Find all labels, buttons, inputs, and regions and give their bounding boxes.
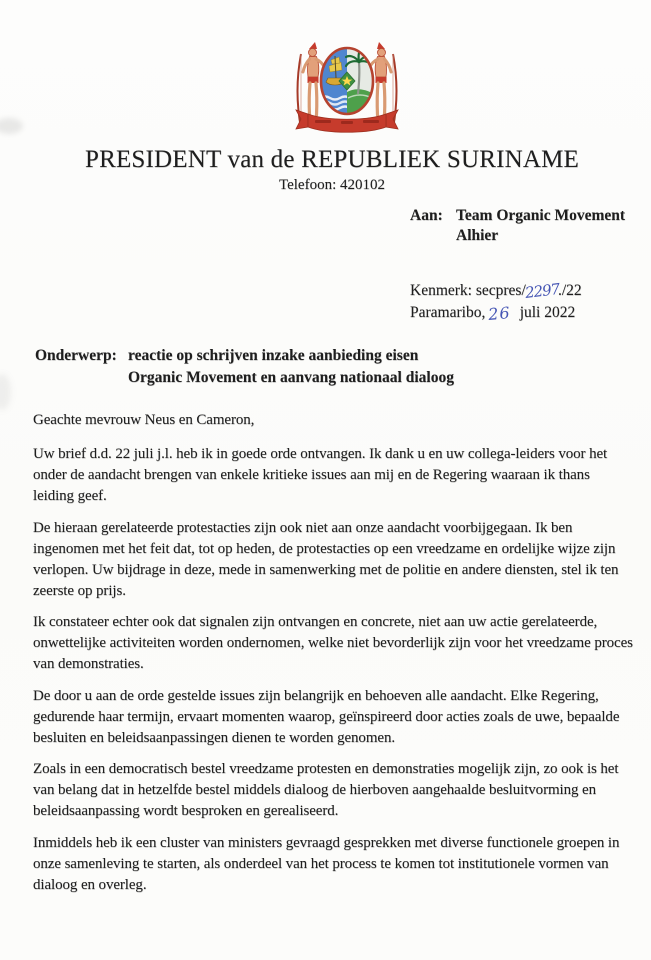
body-paragraph-4: De door u aan de orde gestelde issues zijn belangrijk en behoeven alle aandacht. Elke Regering, gedurende haar termijn, ervaart momenten waarop, geïnspireerd door acties zoals de uwe, bepaalde besluiten en beleidsaanpassingen dienen te worden genomen.	[33, 687, 620, 746]
body-paragraph-3: Ik constateer echter ook dat signalen zijn ontvangen en concrete, niet aan uw actie gerelateerde, onwettelijke activiteiten worden ondernomen, welke niet bevorderlijk zijn voor het vreedzame proces van demonstraties.	[33, 614, 633, 672]
place-label: Paramaribo,	[410, 304, 486, 321]
letterhead-telephone: Telefoon: 420102	[278, 177, 385, 193]
kenmerk-line	[410, 280, 582, 301]
letterhead-title: PRESIDENT van de REPUBLIEK SURINAME	[84, 146, 580, 173]
body-paragraph-5: Zoals in een democratisch bestel vreedzame protesten en demonstraties mogelijk zijn, zo ook is het van belang dat in hetzelfde bestel middels dialoog de hierboven aangehaalde besluitvorming en beleidsaanpassing wordt besproken en gerealiseerd.	[33, 761, 619, 819]
coat-of-arms-graphic	[292, 36, 402, 136]
subject-label: Onderwerp:	[35, 347, 117, 364]
scan-smudge	[0, 374, 11, 410]
handwritten-day: 26	[487, 303, 512, 324]
letter-body	[33, 410, 633, 906]
subject-block	[35, 345, 454, 389]
subject-line-1: reactie op schrijven inzake aanbieding eisen	[128, 347, 419, 364]
salutation: Geachte mevrouw Neus en Cameron,	[33, 412, 255, 428]
kenmerk-handwritten-number: 2297	[523, 279, 560, 303]
recipient-label: Aan:	[410, 207, 443, 224]
scan-smudge	[0, 118, 23, 134]
body-paragraph-6: Inmiddels heb ik een cluster van ministers gevraagd gesprekken met diverse functionele groepen in onze samenleving te starten, als onderdeel van het process te komen tot institutionele vormen van dialoog en overleg.	[33, 834, 620, 893]
recipient-label-spacer	[410, 226, 456, 246]
body-paragraph-2: De hieraan gerelateerde protestacties zijn ook niet aan onze aandacht voorbijgegaan. Ik ben ingenomen met het feit dat, tot op heden, de protestacties op een vreedzame en ordelijke wijze zijn verlopen. Uw bijdrage in deze, mede in samenwerking met de politie en andere diensten, stel ik ten zeerste op prijs.	[33, 519, 619, 599]
recipient-location: Alhier	[456, 226, 499, 244]
body-paragraph-1: Uw brief d.d. 22 juli j.l. heb ik in goede orde ontvangen. Ik dank u en uw collega-leiders voor het onder de aandacht brengen van enkele kritieke issues aan mij en de Regering waaraan ik thans leiding geef.	[33, 446, 608, 504]
kenmerk-suffix: ./22	[557, 282, 582, 299]
subject-line-2: Organic Movement en aanvang nationaal dialoog	[128, 369, 454, 386]
reference-block	[410, 280, 582, 323]
recipient-name: Team Organic Movement	[456, 207, 626, 224]
kenmerk-prefix: Kenmerk: secpres/	[410, 282, 526, 299]
recipient-block	[410, 206, 625, 245]
recipient-row	[410, 206, 625, 226]
recipient-row	[410, 226, 625, 246]
shield	[320, 48, 374, 115]
date-month-year: juli 2022	[519, 304, 576, 321]
subject-lines	[128, 345, 454, 389]
date-line	[410, 301, 582, 323]
suriname-coat-of-arms	[292, 36, 402, 136]
